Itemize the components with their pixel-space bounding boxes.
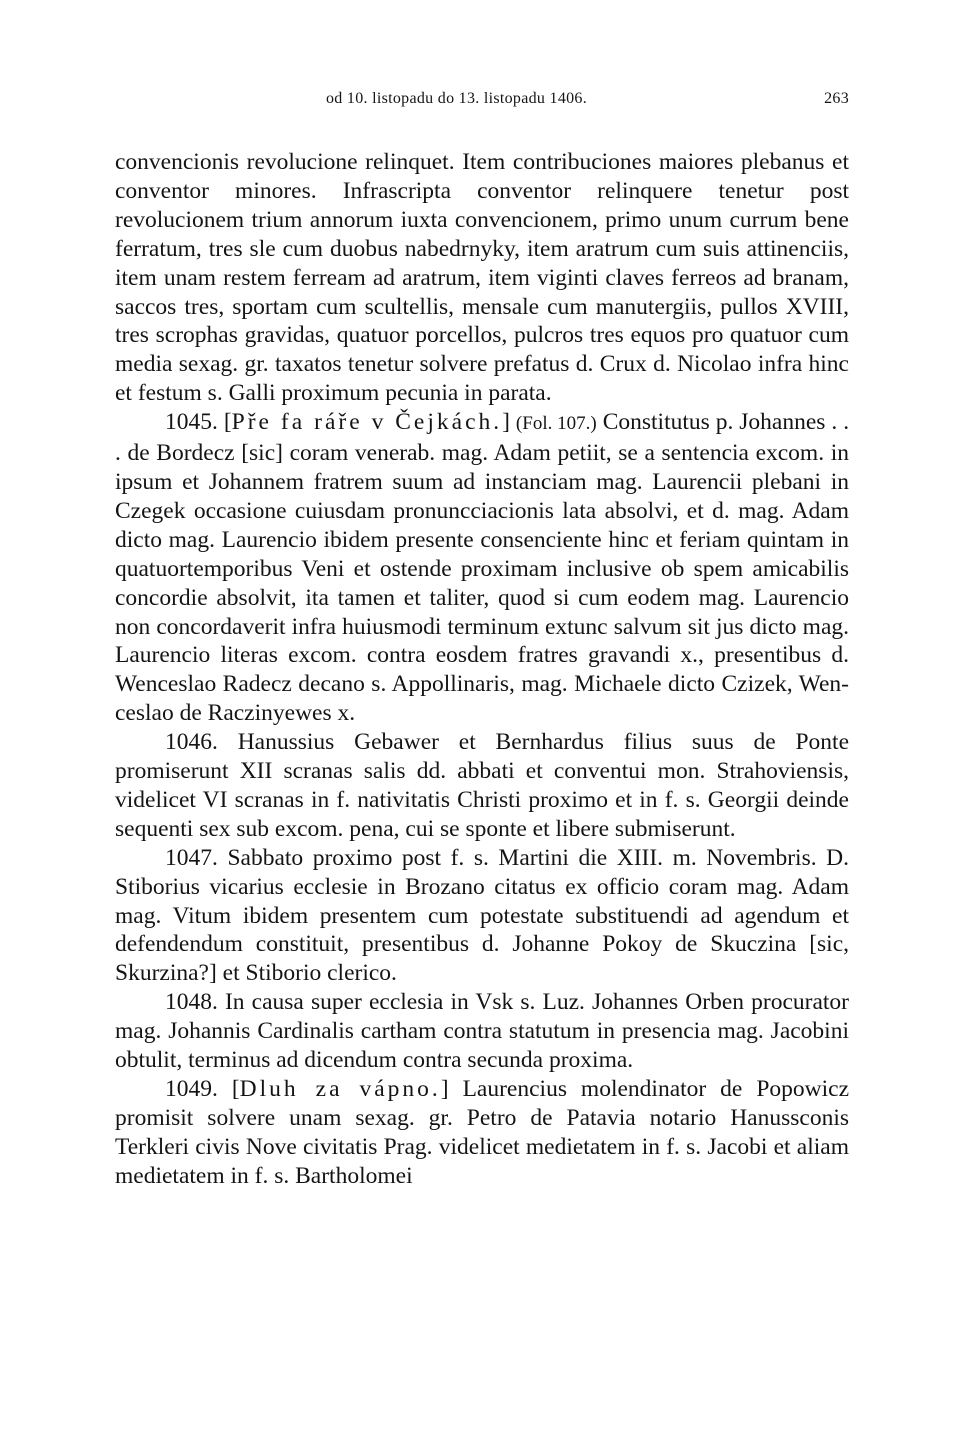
entry-heading: Dluh za vápno.: [239, 1076, 441, 1102]
bracket-close: ]: [502, 409, 510, 436]
entry-1045: [115, 408, 849, 728]
entry-1046: [115, 728, 849, 844]
entry-number: 1048.: [165, 989, 218, 1016]
entry-1049: [115, 1075, 849, 1191]
entry-number: 1045.: [165, 409, 218, 436]
body-text: [115, 148, 849, 1191]
entry-number: 1046.: [165, 729, 218, 756]
folio-reference: (Fol. 107.): [515, 413, 597, 435]
entry-1048: [115, 988, 849, 1075]
running-title: od 10. listopadu do 13. listopadu 1406.: [326, 90, 588, 107]
entry-body: Hanussius Gebawer et Bernhardus filius suus de Ponte promiserunt XII scranas salis dd. abbati et conventui mon. Strahoviensis, videlicet VI scranas in f. nativitatis Christi proximo et in f. s. Georgii deinde sequenti sex sub excom. pena, cui se sponte et libere submiserunt.: [115, 729, 849, 842]
bracket-open: [: [223, 409, 232, 436]
entry-body: In causa super ecclesia in Vsk s. Luz. Johannes Orben procurator mag. Johannis Cardinalis cartham contra statutum in presencia mag. Jacobini obtulit, terminus ad dicendum contra secunda proxima.: [115, 989, 849, 1074]
entry-body: Laurencius molendinator de Popowicz promisit solvere unam sexag. gr. Petro de Patavia notario Hanussconis Terkleri civis Nove civitatis Prag. videlicet medietatem in f. s. Jacobi et aliam medietatem in f. s. Bartholomei: [115, 1076, 850, 1189]
page-number: 263: [824, 90, 849, 107]
entry-body: Sabbato proximo post f. s. Martini die XIII. m. Novembris. D. Stiborius vicarius ecclesie in Brozano citatus ex officio coram mag. Adam mag. Vitum ibidem presentem cum potestate substituendi ad agendum et defendendum constituit, presentibus d. Johanne Pokoy de Skuczina [sic, Skurzina?] et Stiborio clerico.: [115, 844, 849, 987]
entry-number: 1049.: [165, 1076, 218, 1102]
continuation-paragraph: convencionis revolucione relinquet. Item contribuciones maiores plebanus et conventor minores. Infrascripta conventor relinquere tenetur post revolucionem trium annorum iuxta convencionem, primo unum currum bene ferratum, tres sle cum duobus nabedrnyky, item aratrum cum suis attinenciis, item unam restem ferream ad aratrum, item viginti claves ferreos ad branam, saccos tres, sportam cum scultellis, mensale cum manutergiis, pullos XVIII, tres scrophas gravidas, quatuor porcellos, pulcros tres equos pro quatuor cum media sexag. gr. taxatos tenetur solvere prefatus d. Crux d. Nicolao infra hinc et festum s. Galli proximum pecunia in parata.: [115, 149, 849, 407]
bracket-open: [: [231, 1076, 240, 1102]
running-head: [115, 86, 849, 126]
entry-number: 1047.: [165, 844, 218, 871]
entry-1047: [115, 844, 849, 989]
entry-heading: Pře fa ráře v Čejkách.: [231, 409, 503, 436]
page: [115, 86, 849, 1191]
bracket-close: ]: [440, 1076, 449, 1102]
entry-body: Constitutus p. Johannes . . . de Bordecz [sic] coram venerab. mag. Adam petiit, se a sentencia excom. in ipsum et Johannem fratrem suum ad instanciam mag. Laurencii plebani in Czegek occasione cuiusdam pronuncciacionis lata absolvi, et d. mag. Adam dicto mag. Laurencio ibidem presente consenciente hinc et feriam quintam in quatuortemporibus Veni et ostende proximam inclusive ob spem amicabilis concordie absolvit, ita tamen et taliter, quod si cum eodem mag. Laurencio non concordaverit infra huiusmodi terminum extunc salvum sit jus dicto mag. Laurencio literas excom. contra eosdem fratres gravandi x., presentibus d. Wenceslao Radecz decano s. Appollinaris, mag. Michaele dicto Czizek, Wenceslao de Raczinyewes x.: [115, 409, 850, 727]
